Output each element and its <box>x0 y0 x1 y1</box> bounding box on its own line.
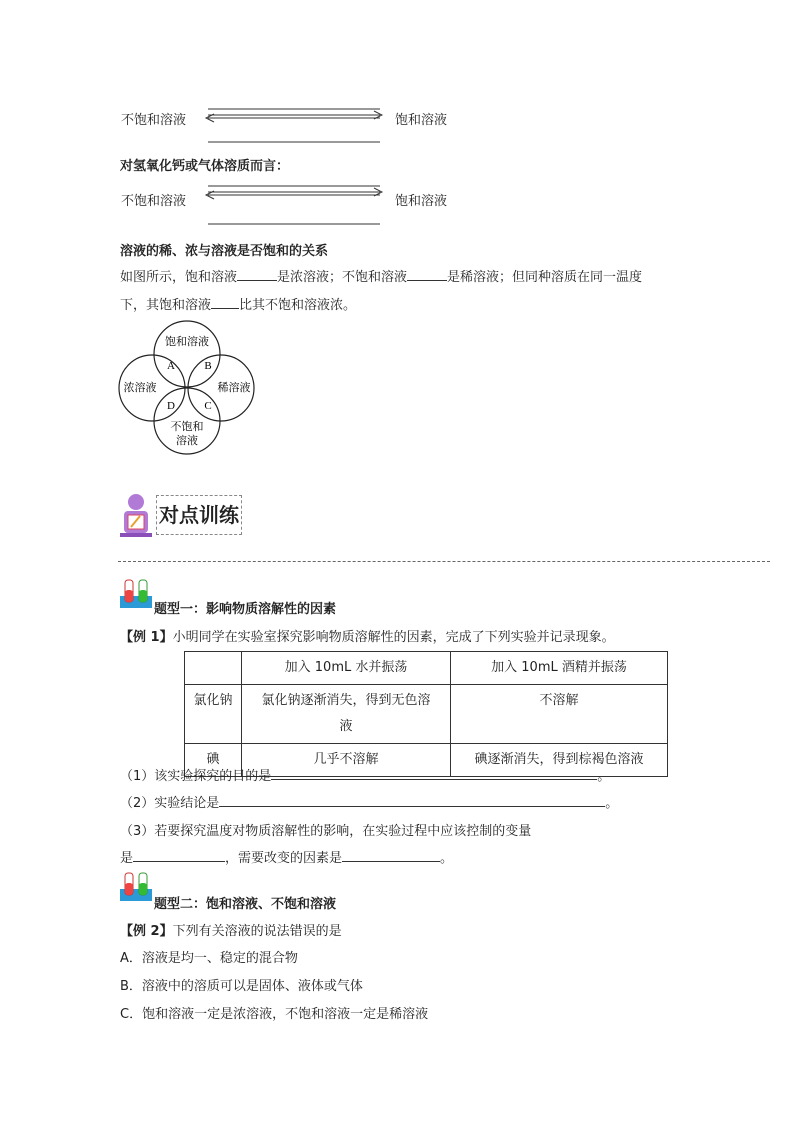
eq2-right-label: 饱和溶液 <box>395 194 448 209</box>
example1 <box>120 626 615 645</box>
section-title-box <box>156 495 242 535</box>
example1-text: 小明同学在实验室探究影响物质溶解性的因素，完成了下列实验并记录现象。 <box>172 630 615 645</box>
eq1-double-arrow <box>204 104 386 146</box>
table-header: 加入 10mL 水并振荡 <box>242 652 451 685</box>
venn-bottom-label-1: 不饱和 <box>170 421 204 433</box>
period: 。 <box>605 796 619 811</box>
relation-p1a: 如图所示，饱和溶液 <box>120 270 238 285</box>
example1-label: 【例 1】 <box>120 630 173 645</box>
answer-blank[interactable] <box>219 806 605 807</box>
eq2-double-arrow <box>204 180 386 228</box>
table-cell: 几乎不溶解 <box>242 744 451 777</box>
relation-heading: 溶液的稀、浓与溶液是否饱和的关系 <box>120 244 329 259</box>
question-2-text: （2）实验结论是 <box>120 796 220 811</box>
period: 。 <box>597 769 611 784</box>
table-cell: 氯化钠 <box>185 685 242 744</box>
relation-p2a: 下，其饱和溶液 <box>120 298 212 313</box>
divider <box>118 561 770 562</box>
venn-region-b: B <box>204 360 212 372</box>
question-2 <box>120 792 618 811</box>
option-a[interactable]: A．溶液是均一、稳定的混合物 <box>120 951 298 966</box>
venn-region-c: C <box>204 400 212 412</box>
cell-line: 液 <box>339 719 353 734</box>
blank <box>237 280 277 281</box>
question-3-text: ，需要改变的因素是 <box>225 851 343 866</box>
table-cell: 不溶解 <box>451 685 668 744</box>
venn-region-d: D <box>167 400 175 412</box>
relation-p1b: 是浓溶液；不饱和溶液 <box>277 270 408 285</box>
example2-label: 【例 2】 <box>120 924 173 939</box>
table-cell <box>185 652 242 685</box>
venn-diagram <box>118 318 258 458</box>
test-tubes-icon <box>118 871 154 903</box>
eq2-left-label: 不饱和溶液 <box>121 194 187 209</box>
question-1-text: （1）该实验探究的目的是 <box>120 769 272 784</box>
example2-text: 下列有关溶液的说法错误的是 <box>172 924 342 939</box>
experiment-table <box>184 651 668 777</box>
cell-line: 氯化钠逐渐消失，得到无色溶 <box>261 693 431 708</box>
option-b[interactable]: B．溶液中的溶质可以是固体、液体或气体 <box>120 979 363 994</box>
type2-title: 题型二：饱和溶液、不饱和溶液 <box>154 897 337 912</box>
answer-blank[interactable] <box>342 861 440 862</box>
table-row <box>185 685 668 744</box>
question-3-line2 <box>120 847 453 866</box>
type1-title: 题型一：影响物质溶解性的因素 <box>154 602 337 617</box>
answer-blank[interactable] <box>133 861 225 862</box>
blank <box>211 308 239 309</box>
heading-ca: 对氢氧化钙或气体溶质而言： <box>120 159 290 174</box>
test-tubes-icon <box>118 578 154 610</box>
example2 <box>120 920 342 939</box>
venn-left-label: 浓溶液 <box>123 382 157 394</box>
venn-top-label: 饱和溶液 <box>165 336 209 348</box>
table-row <box>185 652 668 685</box>
question-3-text: 是 <box>120 851 134 866</box>
question-1 <box>120 765 610 784</box>
table-header: 加入 10mL 酒精并振荡 <box>451 652 668 685</box>
venn-region-a: A <box>167 360 175 372</box>
table-cell <box>242 685 451 744</box>
venn-bottom-label-2: 溶液 <box>176 435 198 447</box>
option-c[interactable]: C．饱和溶液一定是浓溶液，不饱和溶液一定是稀溶液 <box>120 1007 429 1022</box>
relation-line1 <box>120 266 642 285</box>
period: 。 <box>440 851 454 866</box>
table-cell: 碘逐渐消失，得到棕褐色溶液 <box>451 744 668 777</box>
teacher-icon <box>118 493 154 539</box>
section-title: 对点训练 <box>159 503 239 527</box>
relation-line2 <box>120 294 356 313</box>
table-cell: 碘 <box>185 744 242 777</box>
relation-p2b: 比其不饱和溶液浓。 <box>239 298 357 313</box>
answer-blank[interactable] <box>271 779 597 780</box>
eq1-right-label: 饱和溶液 <box>395 113 448 128</box>
blank <box>407 280 447 281</box>
question-3-line1: （3）若要探究温度对物质溶解性的影响，在实验过程中应该控制的变量 <box>120 824 532 839</box>
relation-p1c: 是稀溶液；但同种溶质在同一温度 <box>447 270 643 285</box>
eq1-left-label: 不饱和溶液 <box>121 113 187 128</box>
venn-right-label: 稀溶液 <box>217 382 251 394</box>
